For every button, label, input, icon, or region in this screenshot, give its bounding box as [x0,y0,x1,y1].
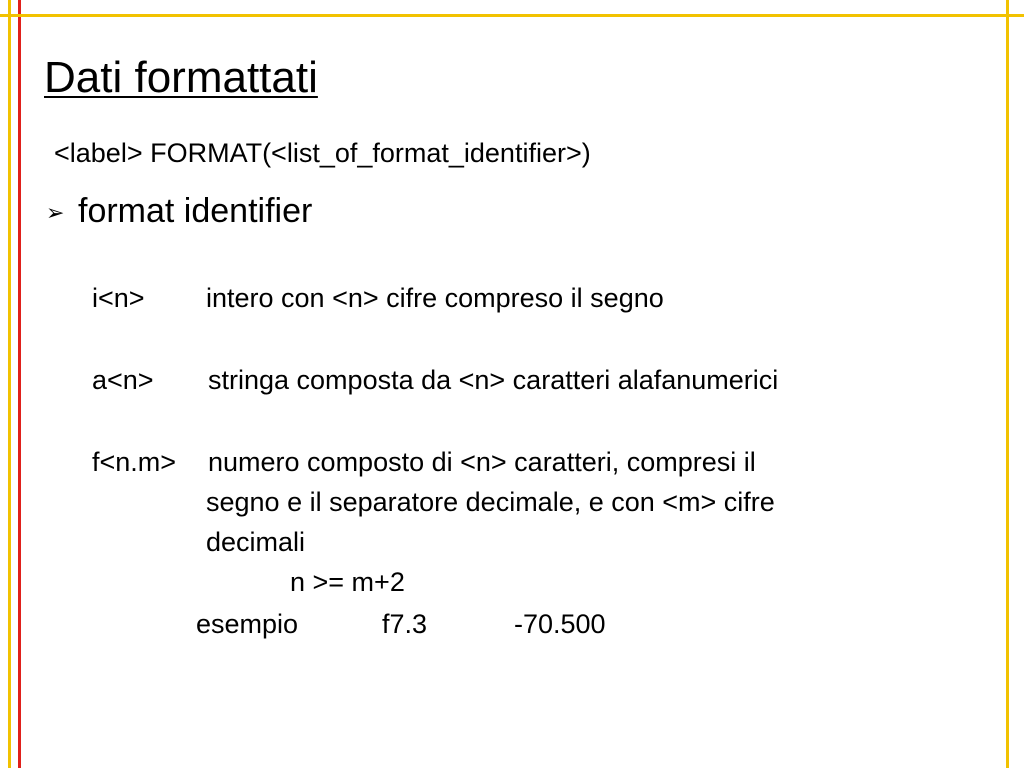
definition-desc-float: numero composto di <n> caratteri, compresi il [208,447,756,477]
example-format: f7.3 [382,609,428,639]
example-label: esempio [196,609,299,639]
left-yellow-border-line [8,0,11,768]
right-yellow-border-line [1006,0,1009,768]
constraint-text: n >= m+2 [290,567,405,597]
definition-desc-float-continued: decimali [206,527,306,557]
arrow-bullet-icon: ➢ [46,200,65,225]
slide-title: Dati formattati [44,53,318,102]
definition-term-string: a<n> [92,365,154,395]
definition-term-float: f<n.m> [92,447,177,477]
definition-desc-float-continued: segno e il separatore decimale, e con <m> cifre [206,487,775,517]
definition-desc-string: stringa composta da <n> caratteri alafanumerici [208,365,779,395]
example-value: -70.500 [514,609,606,639]
top-yellow-border-line [0,14,1024,17]
definition-desc-integer: intero con <n> cifre compreso il segno [206,283,664,313]
format-syntax: <label> FORMAT(<list_of_format_identifier>) [54,138,591,168]
left-red-border-line [18,0,21,768]
bullet-format-identifier: format identifier [78,192,313,230]
definition-term-integer: i<n> [92,283,145,313]
